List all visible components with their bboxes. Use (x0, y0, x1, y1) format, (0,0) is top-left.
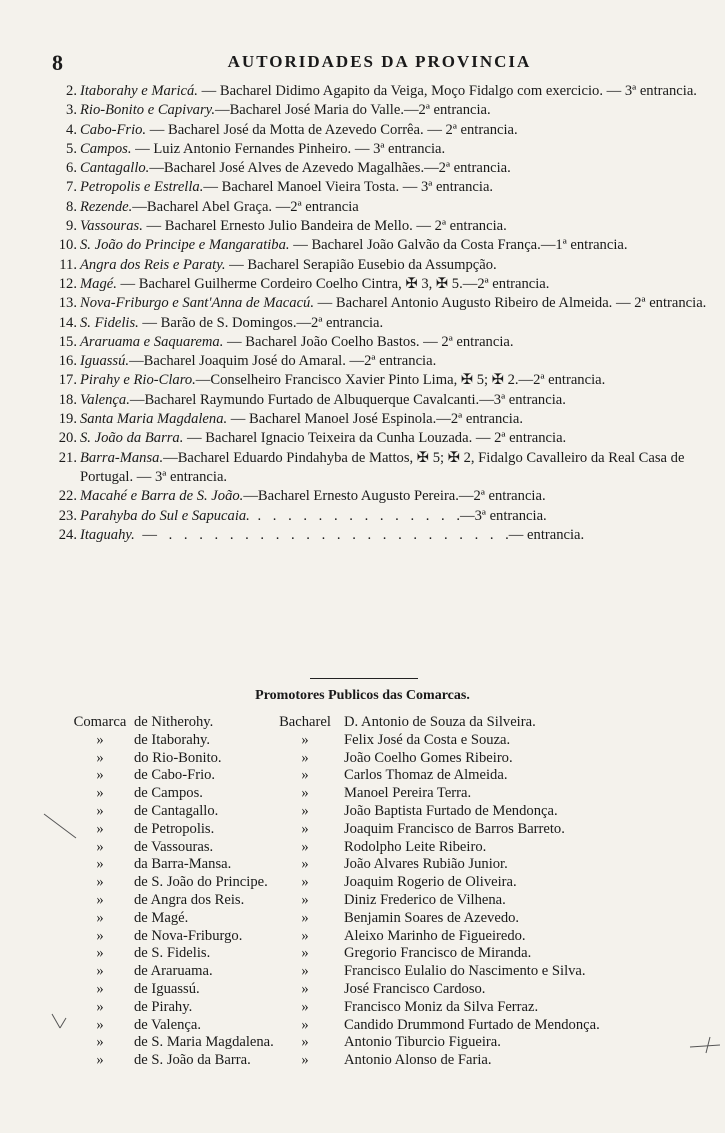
comarca-entry (60, 314, 710, 333)
promotor-name: Benjamin Soares de Azevedo. (344, 909, 520, 926)
section-title: Promotores Publicos das Comarcas. (255, 688, 470, 703)
entry-location: S. João da Barra. (80, 430, 184, 447)
entry-text: — Barão de S. Domingos.—2ª entrancia. (138, 314, 384, 331)
entry-number: 7. (66, 179, 77, 196)
title-label: » (301, 909, 309, 926)
pencil-mark-right (688, 1035, 722, 1055)
entry-number: 14. (58, 314, 77, 331)
entry-number: 12. (58, 275, 77, 292)
entry-location: S. João do Principe e Mangaratiba. (80, 237, 290, 254)
table-row (68, 928, 708, 946)
entry-location: Valença. (80, 391, 130, 408)
comarca-label: » (96, 1052, 104, 1069)
table-row (68, 785, 708, 803)
title-label: » (301, 731, 309, 748)
promotor-name: Antonio Alonso de Faria. (344, 1052, 492, 1069)
entry-text: — Bacharel João Galvão da Costa França.—1ª entrancia. (289, 237, 628, 254)
title-label: » (301, 820, 309, 837)
comarca-label: » (96, 1016, 104, 1033)
comarca-entry (60, 275, 710, 294)
title-label: » (301, 891, 309, 908)
entry-text: — Bacharel Serapião Eusebio da Assumpção. (225, 256, 497, 273)
entry-number: 3. (66, 102, 77, 119)
entry-location: Macahé e Barra de S. João. (80, 488, 244, 505)
table-row (68, 910, 708, 928)
title-label: » (301, 1034, 309, 1051)
comarca-entry (60, 449, 710, 488)
comarca-name: de Valença. (134, 1016, 201, 1033)
entry-text: —Bacharel Joaquim José do Amaral. —2ª entrancia. (129, 353, 437, 370)
comarca-label: » (96, 963, 104, 980)
promotor-name: Joaquim Francisco de Barros Barreto. (344, 820, 565, 837)
comarca-name: de S. João da Barra. (134, 1052, 251, 1069)
comarca-name: da Barra-Mansa. (134, 856, 232, 873)
comarca-label: » (96, 980, 104, 997)
comarca-entry (60, 121, 710, 140)
comarca-name: de Vassouras. (134, 838, 214, 855)
entry-location: Nova-Friburgo e Sant'Anna de Macacú. (80, 295, 315, 312)
comarca-label: » (96, 891, 104, 908)
entry-text: — Bacharel Antonio Augusto Ribeiro de Almeida. — 2ª entrancia. (314, 295, 707, 312)
title-label: » (301, 945, 309, 962)
table-row (68, 999, 708, 1017)
comarca-entry (60, 198, 710, 217)
comarca-label: » (96, 927, 104, 944)
comarca-entry (60, 178, 710, 197)
entry-text: — Bacharel Didimo Agapito da Veiga, Moço Fidalgo com exercicio. — 3ª entrancia. (197, 83, 697, 99)
comarca-name: de Angra dos Reis. (134, 891, 245, 908)
entry-number: 4. (66, 121, 77, 138)
entry-text: —Bacharel Raymundo Furtado de Albuquerque Cavalcanti.—3ª entrancia. (129, 391, 566, 408)
promotor-name: Joaquim Rogerio de Oliveira. (344, 874, 517, 891)
entry-text: — Bacharel José da Motta de Azevedo Corrêa. — 2ª entrancia. (146, 121, 518, 138)
entry-number: 18. (58, 391, 77, 408)
title-label: » (301, 767, 309, 784)
title-label: » (301, 874, 309, 891)
comarca-entry (60, 526, 710, 545)
table-row (68, 981, 708, 999)
promotores-table (68, 714, 708, 1070)
entry-number: 8. (66, 198, 77, 215)
table-row (68, 1052, 708, 1070)
comarca-name: de Petropolis. (134, 820, 215, 837)
title-label: » (301, 1052, 309, 1069)
entry-number: 2. (66, 83, 77, 99)
comarca-entry (60, 333, 710, 352)
table-row (68, 892, 708, 910)
title-label: » (301, 998, 309, 1015)
pencil-mark-bottom-left (48, 1010, 72, 1034)
entry-location: Cantagallo. (80, 160, 150, 177)
comarca-entry (60, 371, 710, 390)
promotor-name: D. Antonio de Souza da Silveira. (344, 714, 536, 730)
promotor-name: João Alvares Rubião Junior. (344, 856, 508, 873)
promotor-name: João Coelho Gomes Ribeiro. (344, 749, 513, 766)
table-row (68, 963, 708, 981)
table-row (68, 839, 708, 857)
entry-location: Itaguahy. (80, 526, 135, 543)
promotor-name: Antonio Tiburcio Figueira. (344, 1034, 501, 1051)
entry-number: 20. (58, 430, 77, 447)
promotor-name: Felix José da Costa e Souza. (344, 731, 511, 748)
comarcas-list (60, 82, 710, 545)
entry-location: Iguassú. (80, 353, 130, 370)
comarca-label: » (96, 820, 104, 837)
comarca-entry (60, 429, 710, 448)
table-row (68, 750, 708, 768)
entry-location: S. Fidelis. (80, 314, 139, 331)
entry-text: — Bacharel Manoel Vieira Tosta. — 3ª entrancia. (203, 179, 494, 196)
comarca-entry (60, 217, 710, 236)
running-title: AUTORIDADES DA PROVINCIA (227, 52, 532, 71)
page-header (52, 50, 707, 74)
comarca-name: de Pirahy. (134, 998, 193, 1015)
promotor-name: João Baptista Furtado de Mendonça. (344, 802, 558, 819)
entry-number: 15. (58, 333, 77, 350)
entry-location: Campos. (80, 140, 132, 157)
promotor-name: Rodolpho Leite Ribeiro. (344, 838, 487, 855)
section-divider (310, 678, 418, 679)
entry-location: Rezende. (80, 198, 133, 215)
entry-location: Pirahy e Rio-Claro. (80, 372, 196, 389)
entry-location: Rio-Bonito e Capivary. (80, 102, 215, 119)
entry-number: 9. (66, 218, 77, 235)
title-label: » (301, 749, 309, 766)
title-label: » (301, 802, 309, 819)
comarca-entry (60, 140, 710, 159)
table-row (68, 856, 708, 874)
promotor-name: Francisco Eulalio do Nascimento e Silva. (344, 963, 586, 980)
entry-location: Parahyba do Sul e Sapucaia. (80, 507, 250, 524)
title-label: » (301, 1016, 309, 1033)
entry-location: Magé. (80, 275, 117, 292)
title-label: » (301, 927, 309, 944)
entry-text: — Bacharel Ignacio Teixeira da Cunha Louzada. — 2ª entrancia. (183, 430, 567, 447)
comarca-name: de Nitherohy. (134, 714, 214, 730)
comarca-entry (60, 294, 710, 313)
entry-number: 19. (58, 411, 77, 428)
table-row (68, 821, 708, 839)
comarca-label: » (96, 802, 104, 819)
comarca-entry (60, 159, 710, 178)
comarca-entry (60, 236, 710, 255)
entry-text: — Luiz Antonio Fernandes Pinheiro. — 3ª entrancia. (131, 140, 446, 157)
table-row (68, 767, 708, 785)
comarca-label: » (96, 731, 104, 748)
entry-location: Angra dos Reis e Paraty. (80, 256, 226, 273)
promotor-name: José Francisco Cardoso. (344, 980, 486, 997)
entry-number: 22. (58, 488, 77, 505)
entry-location: Vassouras. (80, 218, 143, 235)
comarca-name: de Araruama. (134, 963, 213, 980)
comarca-name: de Cabo-Frio. (134, 767, 216, 784)
comarca-name: de Itaborahy. (134, 731, 211, 748)
title-label: » (301, 856, 309, 873)
comarca-name: de S. Maria Magdalena. (134, 1034, 274, 1051)
comarca-entry (60, 352, 710, 371)
comarca-label: » (96, 909, 104, 926)
table-row (68, 803, 708, 821)
comarca-entry (60, 391, 710, 410)
comarca-name: de Nova-Friburgo. (134, 927, 243, 944)
entry-location: Araruama e Saquarema. (80, 333, 224, 350)
comarca-entry (60, 487, 710, 506)
entry-text: —Conselheiro Francisco Xavier Pinto Lima, ✠ 5; ✠ 2.—2ª entrancia. (195, 372, 606, 389)
entry-location: Cabo-Frio. (80, 121, 147, 138)
entry-leader-dots: — . . . . . . . . . . . . . . . . . . . . . . (134, 526, 506, 543)
comarca-name: de Campos. (134, 785, 203, 802)
entry-text: —Bacharel Abel Graça. —2ª entrancia (132, 198, 359, 215)
title-label: » (301, 785, 309, 802)
comarca-name: de S. Fidelis. (134, 945, 211, 962)
title-label: Bacharel (279, 714, 331, 730)
comarca-label: » (96, 998, 104, 1015)
entry-text: — Bacharel João Coelho Bastos. — 2ª entrancia. (223, 333, 514, 350)
entry-text: —Bacharel José Alves de Azevedo Magalhães.—2ª entrancia. (149, 160, 511, 177)
table-row (68, 1034, 708, 1052)
promotor-name: Aleixo Marinho de Figueiredo. (344, 927, 526, 944)
entry-number: 13. (58, 295, 77, 312)
entry-location: Petropolis e Estrella. (80, 179, 204, 196)
table-row (68, 732, 708, 750)
title-label: » (301, 838, 309, 855)
promotor-name: Manoel Pereira Terra. (344, 785, 472, 802)
comarca-label: Comarca (73, 714, 127, 730)
promotor-name: Diniz Frederico de Vilhena. (344, 891, 506, 908)
promotor-name: Carlos Thomaz de Almeida. (344, 767, 508, 784)
comarca-label: » (96, 874, 104, 891)
entry-text: —Bacharel Ernesto Augusto Pereira.—2ª entrancia. (243, 488, 546, 505)
table-row (68, 714, 708, 732)
comarca-entry (60, 507, 710, 526)
entry-text: .— entrancia. (505, 526, 585, 543)
entry-text: — Bacharel Ernesto Julio Bandeira de Mello. — 2ª entrancia. (142, 218, 507, 235)
comarca-name: de S. João do Principe. (134, 874, 268, 891)
comarca-entry (60, 410, 710, 429)
entry-number: 5. (66, 140, 77, 157)
entry-number: 23. (58, 507, 77, 524)
entry-location: Itaborahy e Maricá. (80, 83, 198, 99)
comarca-label: » (96, 838, 104, 855)
entry-text: .—3ª entrancia. (456, 507, 547, 524)
promotor-name: Candido Drummond Furtado de Mendonça. (344, 1016, 600, 1033)
entry-number: 11. (59, 256, 77, 273)
comarca-label: » (96, 1034, 104, 1051)
comarca-entry (60, 256, 710, 275)
entry-location: Barra-Mansa. (80, 449, 164, 466)
table-row (68, 945, 708, 963)
page-number: 8 (52, 50, 63, 75)
comarca-label: » (96, 749, 104, 766)
comarca-entry (60, 82, 710, 101)
entry-text: —Bacharel José Maria do Valle.—2ª entrancia. (214, 102, 491, 119)
entry-number: 10. (58, 237, 77, 254)
entry-number: 6. (66, 160, 77, 177)
comarca-name: de Cantagallo. (134, 802, 219, 819)
comarca-label: » (96, 945, 104, 962)
table-row (68, 1017, 708, 1035)
entry-number: 16. (58, 353, 77, 370)
promotor-name: Gregorio Francisco de Miranda. (344, 945, 532, 962)
entry-number: 24. (58, 526, 77, 543)
entry-text: — Bacharel Manoel José Espinola.—2ª entrancia. (227, 411, 523, 428)
title-label: » (301, 963, 309, 980)
promotor-name: Francisco Moniz da Silva Ferraz. (344, 998, 539, 1015)
comarca-entry (60, 101, 710, 120)
comarca-label: » (96, 856, 104, 873)
entry-leader-dots: . . . . . . . . . . . . . (249, 507, 457, 524)
comarca-label: » (96, 767, 104, 784)
comarca-label: » (96, 785, 104, 802)
entry-number: 17. (58, 372, 77, 389)
title-label: » (301, 980, 309, 997)
table-row (68, 874, 708, 892)
comarca-name: do Rio-Bonito. (134, 749, 222, 766)
entry-location: Santa Maria Magdalena. (80, 411, 228, 428)
pencil-mark-left (42, 812, 82, 842)
comarca-name: de Magé. (134, 909, 189, 926)
comarca-name: de Iguassú. (134, 980, 200, 997)
entry-number: 21. (58, 449, 77, 466)
entry-text: —Bacharel Eduardo Pindahyba de Mattos, ✠ 5; ✠ 2, Fidalgo Cavalleiro da Real Casa de Portugal. — 3ª entrancia. (80, 449, 685, 485)
entry-text: — Bacharel Guilherme Cordeiro Coelho Cintra, ✠ 3, ✠ 5.—2ª entrancia. (116, 275, 550, 292)
